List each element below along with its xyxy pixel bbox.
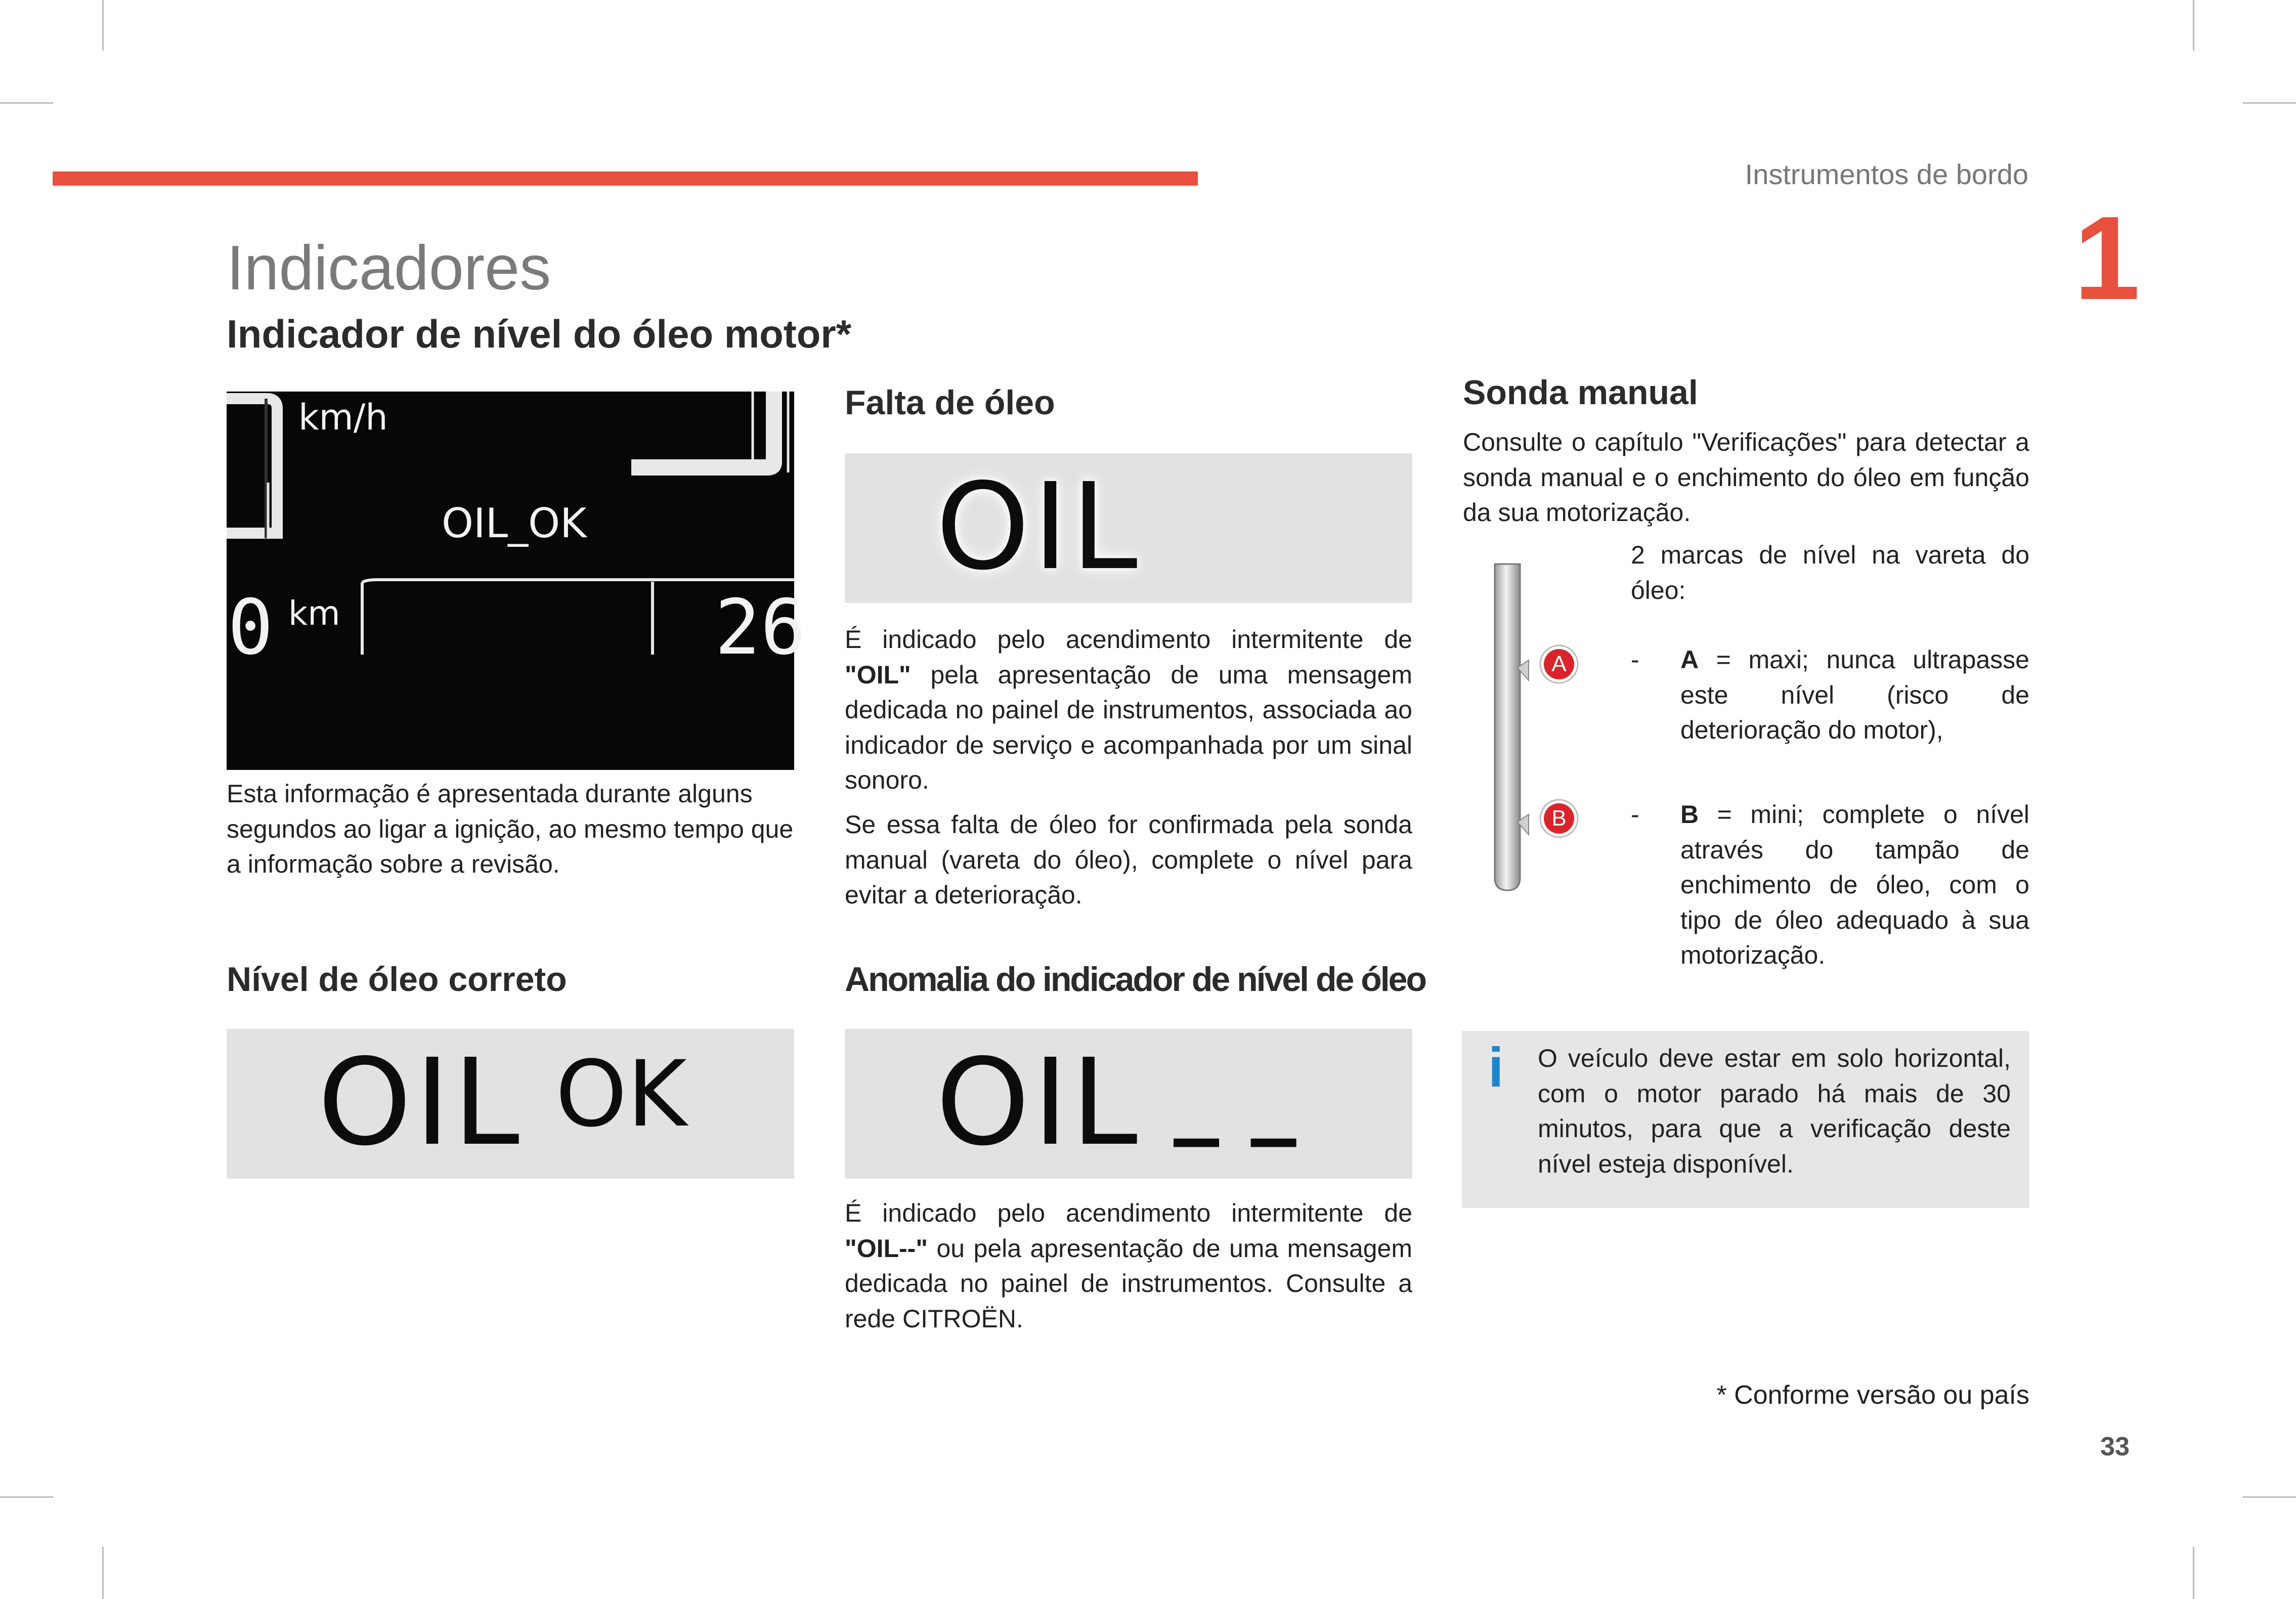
ok-label: OK xyxy=(555,1042,687,1147)
chapter-number: 1 xyxy=(2074,191,2140,324)
crop-mark xyxy=(0,1496,53,1498)
anomaly-heading: Anomalia do indicador de nível de óleo xyxy=(845,960,1425,999)
crop-mark xyxy=(102,1547,104,1599)
crop-mark xyxy=(2243,1496,2296,1498)
low-oil-heading: Falta de óleo xyxy=(845,383,1055,422)
crop-mark xyxy=(2193,0,2194,51)
footnote: * Conforme versão ou país xyxy=(1716,1380,2029,1410)
oil-ok-display xyxy=(227,1029,794,1179)
dashboard-display xyxy=(227,392,806,770)
info-box xyxy=(1462,1031,2029,1208)
dipstick-marks-text: 2 marcas de nível na vareta do óleo: xyxy=(1631,541,2029,604)
page-subtitle: Indicador de nível do óleo motor* xyxy=(227,312,852,356)
odometer-digit: 0 xyxy=(228,584,274,672)
bullet-dash-b: - xyxy=(1631,800,1639,829)
item-a-text: A = maxi; nunca ultrapasse este nível (risco de deterioração do motor), xyxy=(1680,645,2029,744)
dash-placeholder: _ _ xyxy=(1174,1042,1296,1147)
dipstick-intro: Consulte o capítulo "Verificações" para detectar a sonda manual e o enchimento do óleo em função da sua motorização. xyxy=(1463,428,2029,527)
trip-digits: 26 xyxy=(715,584,806,672)
page-title: Indicadores xyxy=(227,233,551,303)
oil-label: OIL xyxy=(318,1033,523,1172)
info-text: O veículo deve estar em solo horizontal, com o motor parado há mais de 30 minutos, para que a verificação deste nível esteja disponível. xyxy=(1538,1044,2011,1178)
page-number: 33 xyxy=(2100,1432,2130,1461)
marker-a-label: A xyxy=(1551,652,1567,676)
dashboard-graphics xyxy=(227,392,794,770)
section-title: Instrumentos de bordo xyxy=(1745,158,2028,190)
low-oil-paragraph-1: É indicado pelo acendimento intermitente de "OIL" pela apresentação de uma mensagem dedicada no painel de instrumentos, associada ao indicador de serviço e acompanhada por um sinal sonoro. xyxy=(845,625,1412,794)
anomaly-paragraph: É indicado pelo acendimento intermitente de "OIL--" ou pela apresentação de uma mensagem dedicada no painel de instrumentos. Consulte a rede CITROËN. xyxy=(845,1199,1412,1333)
info-icon: i xyxy=(1488,1036,1504,1099)
oil-low-display xyxy=(845,453,1412,603)
speed-unit: km/h xyxy=(298,397,388,438)
oil-anomaly-display xyxy=(845,1029,1412,1179)
correct-level-heading: Nível de óleo correto xyxy=(227,960,567,999)
oil-label: OIL xyxy=(936,457,1141,596)
dipstick-icon xyxy=(1487,564,1598,898)
low-oil-paragraph-2: Se essa falta de óleo for confirmada pela sonda manual (vareta do óleo), complete o nível para evitar a deterioração. xyxy=(845,810,1412,909)
crop-mark xyxy=(0,102,53,104)
marker-b-label: B xyxy=(1551,806,1567,831)
dashboard-caption: Esta informação é apresentada durante alguns segundos ao ligar a ignição, ao mesmo tempo que a informação sobre a revisão. xyxy=(227,780,794,878)
item-b-text: B = mini; complete o nível através do tampão de enchimento de óleo, com o tipo de óleo adequado à sua motorização. xyxy=(1680,800,2029,969)
bullet-dash-a: - xyxy=(1631,645,1639,674)
header-accent-bar xyxy=(53,171,1198,186)
manual-dipstick-heading: Sonda manual xyxy=(1463,373,1698,412)
oil-label: OIL xyxy=(936,1033,1141,1172)
odometer-unit: km xyxy=(288,594,340,633)
crop-mark xyxy=(2193,1547,2194,1599)
crop-mark xyxy=(102,0,104,51)
crop-mark xyxy=(2243,102,2296,104)
oil-ok-message: OIL_OK xyxy=(442,500,587,547)
dipstick-illustration xyxy=(1487,564,1598,898)
